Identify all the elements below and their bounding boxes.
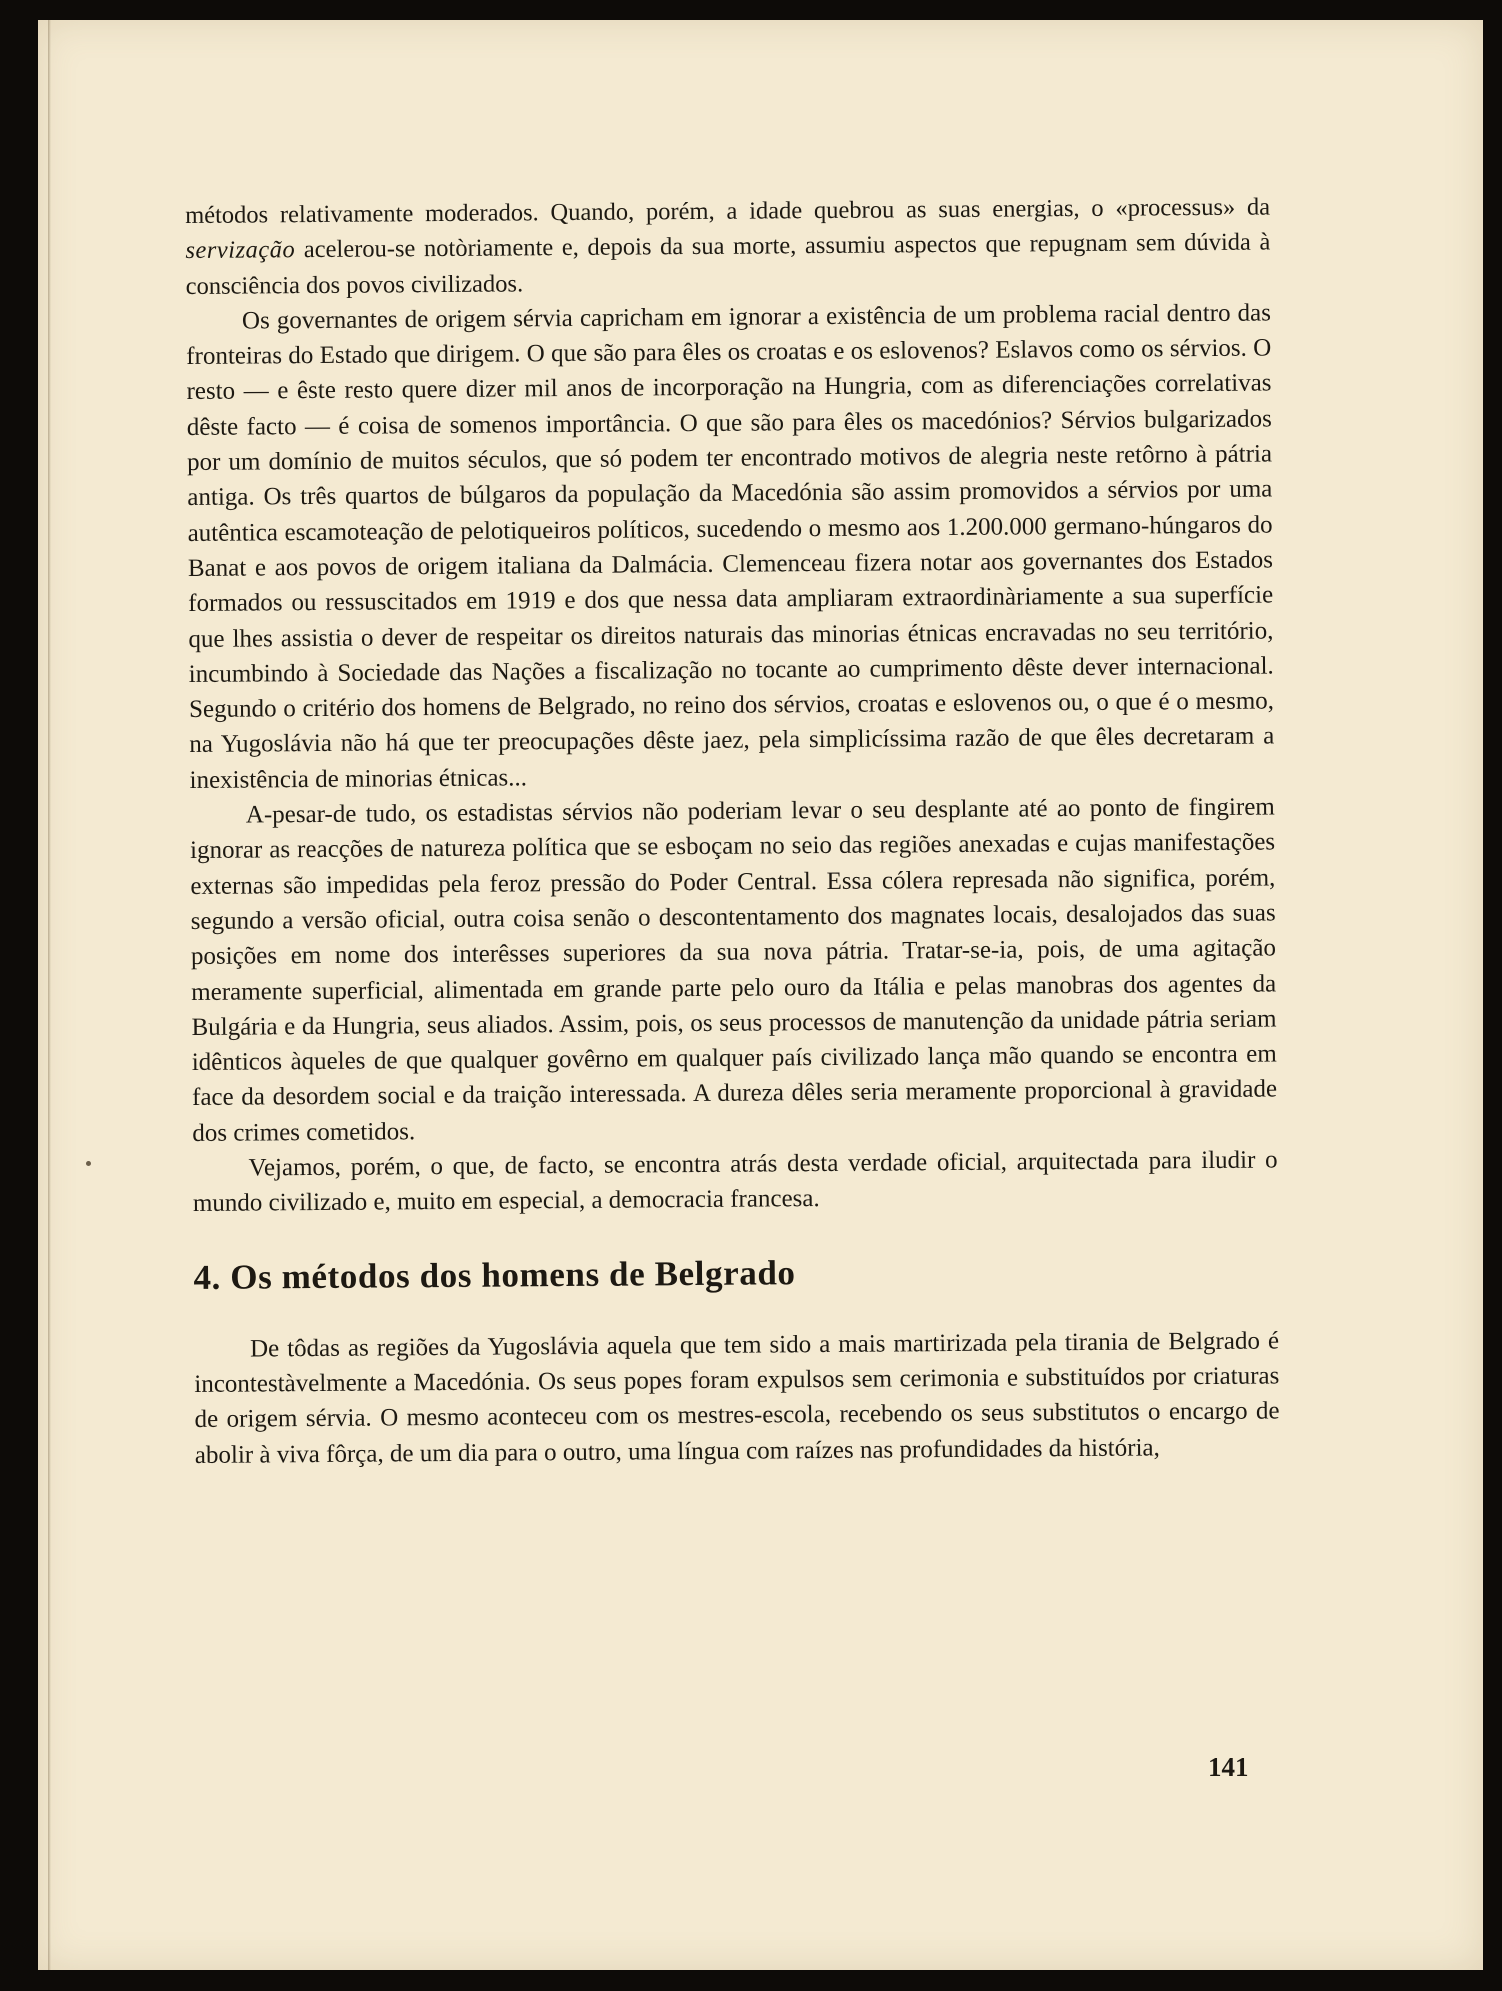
page-number: 141	[1208, 1752, 1249, 1782]
page-text-body	[185, 189, 1280, 1472]
section-paragraph: De tôdas as regiões da Yugoslávia aquela que tem sido a mais martirizada pela tirania de Belgrado é incontestàvelmente a Macedónia. Os seus popes foram expulsos sem cerimonia e substituídos por criaturas de origem sérvia. O mesmo aconteceu com os mestres-escola, recebendo os seus substitutos o encargo de abolir à viva fôrça, de um dia para o outro, uma língua com raízes nas profundidades da história,	[194, 1327, 1280, 1469]
paragraph-1-start: métodos relativamente moderados. Quando, porém, a idade quebrou as suas energias, o «processus» da	[185, 193, 1271, 229]
paragraph-2: Os governantes de origem sérvia capricham em ignorar a existência de um problema racial dentro das fronteiras do Estado que dirigem. O que são para êles os croatas e os eslovenos? Eslavos como os sérvios. O resto — e êste resto quere dizer mil anos de incorporação na Hungria, com as diferenciações correlativas dêste facto — é coisa de somenos importância. O que são para êles os macedónios? Sérvios bulgarizados por um domínio de muitos séculos, que só podem ter encontrado motivos de alegria neste retôrno à pátria antiga. Os três quartos de búlgaros da população da Macedónia são assim promovidos a sérvios por uma autêntica escamoteação de pelotiqueiros políticos, sucedendo o mesmo aos 1.200.000 germano-húngaros do Banat e aos povos de origem italiana da Dalmácia. Clemenceau fizera notar aos governantes dos Estados formados ou ressuscitados em 1919 e dos que nessa data ampliaram extraordinàriamente a sua superfície que lhes assistia o dever de respeitar os direitos naturais das minorias étnicas encravadas no seu território, incumbindo à Sociedade das Nações a fiscalização no tocante ao cumprimento dêste dever internacional. Segundo o critério dos homens de Belgrado, no reino dos sérvios, croatas e eslovenos ou, o que é o mesmo, na Yugoslávia não há que ter preocupações dêste jaez, pela simplicíssima razão de que êles decretaram a inexistência de minorias étnicas...	[186, 299, 1275, 794]
paragraph-3: A-pesar-de tudo, os estadistas sérvios não poderiam levar o seu desplante até ao ponto de fingirem ignorar as reacções de natureza política que se esboçam no seio das regiões anexadas e cujas manifestações externas são impedidas pela feroz pressão do Poder Central. Essa cólera represada não significa, porém, segundo a versão oficial, outra coisa senão o descontentamento dos magnates locais, desalojados das suas posições em nome dos interêsses superiores da sua nova pátria. Tratar-se-ia, pois, de uma agitação meramente superficial, alimentada em grande parte pelo ouro da Itália e pelas manobras dos agentes da Bulgária e da Hungria, seus aliados. Assim, pois, os seus processos de manutenção da unidade pátria seriam idênticos àqueles de que qualquer govêrno em qualquer país civilizado lança mão quando se encontra em face da desordem social e da traição interessada. A dureza dêles seria meramente proporcional à gravidade dos crimes cometidos.	[190, 793, 1278, 1147]
paragraph-1	[185, 189, 1271, 303]
section-heading: 4. Os métodos dos homens de Belgrado	[193, 1252, 796, 1297]
paragraph-4: Vejamos, porém, o que, de facto, se encontra atrás desta verdade oficial, arquitectada para iludir o mundo civilizado e, muito em especial, a democracia francesa.	[192, 1146, 1278, 1218]
emphasized-word: servização	[185, 236, 296, 265]
paper-speck	[86, 1161, 91, 1166]
paragraph-1-end: acelerou-se notòriamente e, depois da sua morte, assumiu aspectos que repugnam sem dúvida à consciência dos povos civilizados.	[185, 228, 1271, 300]
